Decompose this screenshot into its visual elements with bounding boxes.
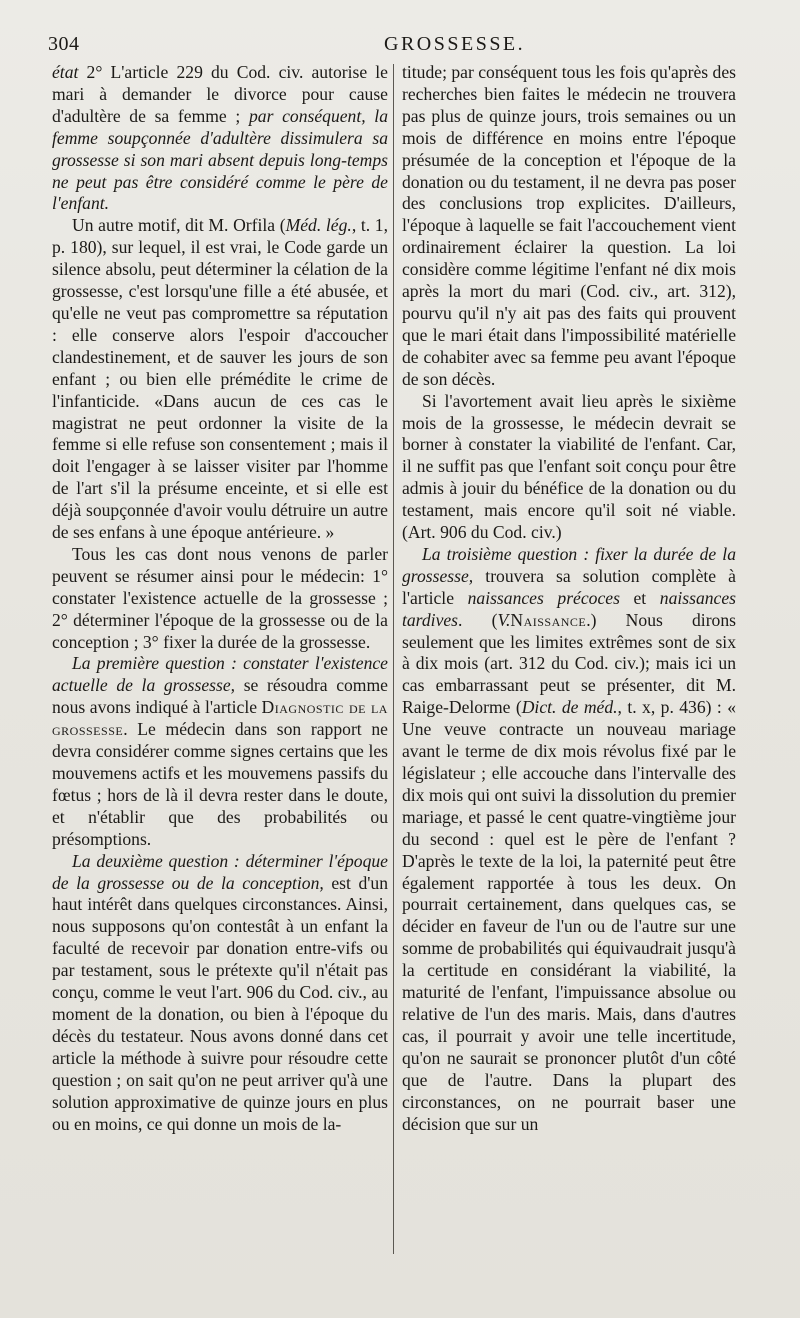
italic-text: naissances précoces <box>467 587 620 608</box>
italic-text: La troisième question : fixer la durée de la grossesse, <box>402 543 736 586</box>
paragraph-text: . ( <box>458 609 498 630</box>
paragraph: titude; par conséquent tous les fois qu'après des recherches bien faites le médecin ne trouvera pas plus de quinze jours, trois semaines ou un mois de différence en moins entre l'époque présumée de la conception et l'époque de la donation ou du testament, il ne devra pas poser des conclusions trop explicites. D'ailleurs, l'époque à laquelle se fait l'accouchement vient ordinairement éclairer la question. La loi considère comme légitime l'enfant né dix mois après la mort du mari (Cod. civ., art. 312), pourvu qu'il n'y ait pas des faits qui prouvent que le mari était dans l'impossibilité matérielle de cohabiter avec sa femme peu avant l'époque de son décès. <box>402 62 736 389</box>
right-column <box>402 62 736 1135</box>
paragraph-text: trouvera sa solution complète à l'article <box>402 565 736 608</box>
running-title: GROSSESSE. <box>384 33 526 55</box>
column-divider <box>393 64 394 1254</box>
paragraph-text: et <box>619 587 660 608</box>
paragraph-text: se résoudra comme nous avons indiqué à l'article <box>52 675 388 718</box>
citation: Dict. de méd. <box>521 697 618 718</box>
paragraph: Si l'avortement avait lieu après le sixième mois de la grossesse, le médecin devrait se borner à constater la viabilité de l'enfant. Car, il ne suffit pas que l'enfant soit conçu pour être admis à jouir du bénéfice de la donation ou du testament, mais encore qu'il soit né viable. (Art. 906 du Cod. civ.) <box>402 390 736 543</box>
paragraph-text: , t. 1, p. 180), sur lequel, il est vrai, le Code garde un silence absolu, peut déterminer la célation de la grossesse, c'est lorsqu'une fille a été abusée, et qu'elle ne veut pas compromettre sa réputation : elle conserve alors l'espoir d'accoucher clandestinement, et de sauver les jours de son enfant ; ou bien elle prémédite le crime de l'infanticide. «Dans aucun de ces cas le magistrat ne peut ordonner la visite de la femme si elle refuse son consentement ; mais il doit l'engager à se laisser visiter par l'homme de l'art s'il la présume enceinte, et si elle est déjà soupçonnée d'avoir voulu détruire un autre de ses enfans à une époque antérieure. » <box>52 215 389 543</box>
paragraph-text: , t. x, p. 436) : « Une veuve contracte un nouveau mariage avant le terme de dix mois révolus fixé par le législateur ; elle accouche dans l'intervalle des dix mois qui ont suivi la dissolution du premier mariage, et passé le cent quatre-vingtième jour du second : quel est le père de l'enfant ? D'après le texte de la loi, la paternité peut être également rapportée à tous les deux. On pourrait certainement, dans quelques cas, se décider en faveur de l'un ou de l'autre sur une somme de probabilités qui équivaudrait jusqu'à la certitude en considérant la viabilité, la maturité de l'enfant, l'impuissance absolue ou relative de l'un des maris. Mais, dans d'autres cas, il pourrait y avoir une telle incertitude, qu'on ne saurait se prononcer plutôt d'un côté que de l'autre. Dans la plupart des circonstances, on ne pourrait baser une décision que sur un <box>402 697 736 1134</box>
paragraph-text: est d'un haut intérêt dans quelques circonstances. Ainsi, nous supposons qu'on contestât à un enfant la faculté de recevoir par donation entre-vifs ou par testament, sous le prétexte qu'il n'était pas conçu, comme le veut l'art. 906 du Cod. civ., au moment de la donation, ou bien à l'époque du décès du testateur. Nous avons donné dans cet article la méthode à suivre pour résoudre cette question ; on sait qu'on ne peut arriver qu'à une solution approximative de quinze jours en plus ou en moins, ce qui donne un mois de la- <box>52 872 388 1134</box>
paragraph <box>52 215 388 544</box>
paragraph-text: . Le médecin dans son rapport ne devra considérer comme signes certains que les mouvemens actifs et les mouvemens passifs du fœtus ; hors de là il devra rester dans le doute, et n'établir que des probabilités ou présomptions. <box>52 719 388 849</box>
italic-text: V. <box>497 609 511 630</box>
paragraph <box>52 851 388 1136</box>
paragraph-text: 2° L'article 229 du Cod. civ. autorise le mari à demander le divorce pour cause d'adultère de sa femme ; <box>52 62 388 126</box>
paragraph: Tous les cas dont nous venons de parler peuvent se résumer ainsi pour le médecin: 1° constater l'existence actuelle de la grossesse ; 2° déterminer l'époque de la grossesse ou de la conception ; 3° fixer la durée de la grossesse. <box>52 543 388 652</box>
paragraph <box>52 653 388 850</box>
paragraph-text: .) Nous dirons seulement que les limites extrêmes sont de six à dix mois (art. 312 du Cod. civ.); mais ici un cas embarrassant peut se présenter, dit M. Raige-Delorme ( <box>402 609 736 718</box>
page-header <box>48 33 780 61</box>
italic-text: La deuxième question : déterminer l'époque de la grossesse ou de la conception, <box>52 850 388 893</box>
citation: Méd. lég. <box>285 215 352 236</box>
italic-text: naissances tardives <box>402 587 736 630</box>
italic-text: état <box>52 62 79 82</box>
small-caps-reference: Naissance <box>510 609 587 630</box>
italic-text: La première question : constater l'existence actuelle de la grossesse, <box>52 653 388 696</box>
paragraph <box>402 544 736 1135</box>
left-column <box>52 62 388 1135</box>
italic-text: par conséquent, la femme soupçonnée d'adultère dissimulera sa grossesse si son mari absent depuis long-temps ne peut pas être considéré comme le père de l'enfant. <box>52 105 388 214</box>
paragraph-text: Un autre motif, dit M. Orfila ( <box>72 215 286 236</box>
page-number: 304 <box>48 33 80 55</box>
paragraph <box>52 62 388 215</box>
small-caps-reference: Diagnostic de la grossesse <box>52 697 388 740</box>
